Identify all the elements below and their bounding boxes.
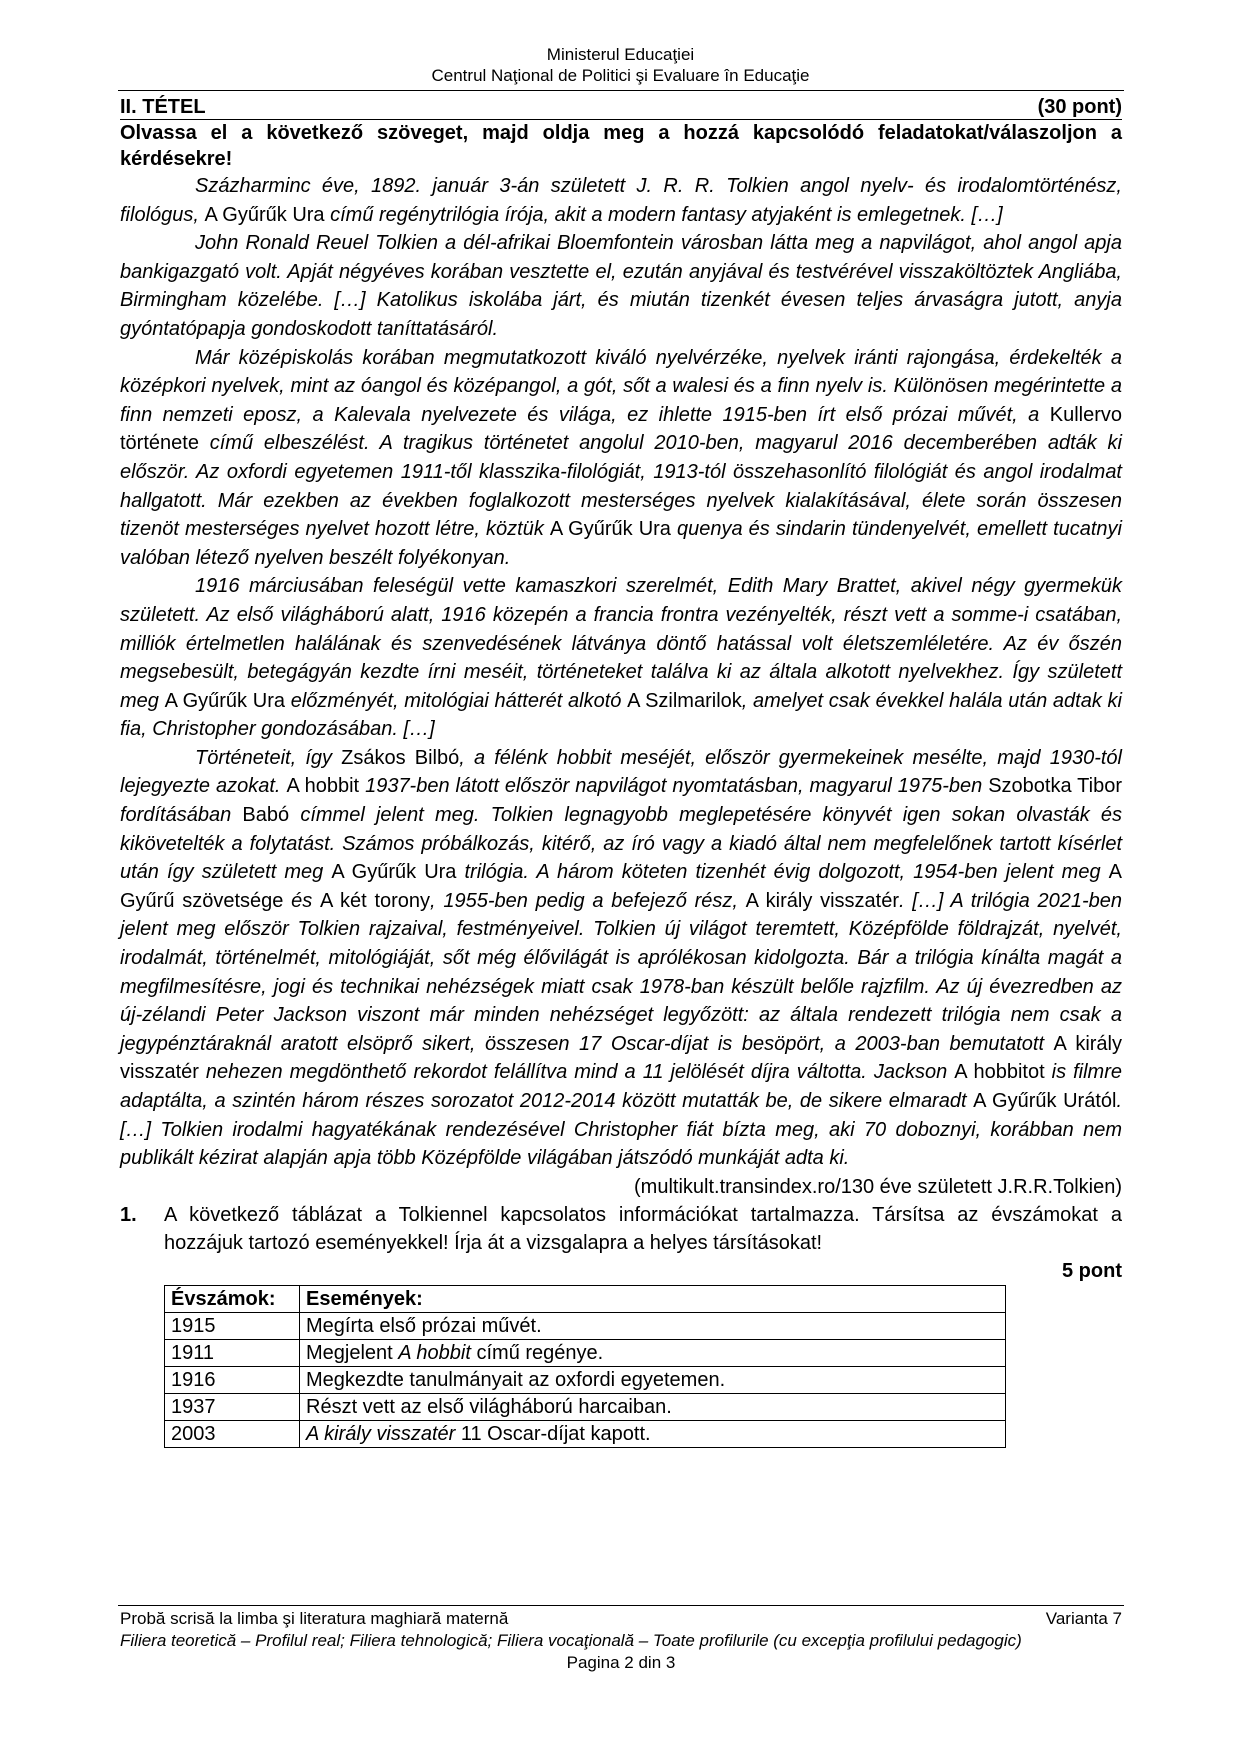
year-cell: 2003 xyxy=(165,1420,300,1447)
ministry-name: Ministerul Educaţiei xyxy=(546,45,695,64)
events-table xyxy=(164,1285,1006,1448)
text-paragraph-4: 1916 márciusában feleségül vette kamaszkori szerelmét, Edith Mary Brattet, akivel négy gyermekük született. Az első világháború alatt, 1916 közepén a francia frontra vezényelték, részt vett a somme-i csatában, milliók értelmetlen halálának és szenvedésének látványa döntő hatással volt életszemléletére. Az év őszén megsebesült, betegágyán kezdte írni meséit, történeteket találva ki az általa alkotott nyelvekhez. Így született meg A Gyűrűk Ura előzményét, mitológiai hátterét alkotó A Szilmarilok, amelyet csak évekkel halála után adtak ki fia, Christopher gondozásában. […] xyxy=(120,575,1122,741)
page-header xyxy=(0,44,1241,86)
section-points: (30 pont) xyxy=(1037,96,1122,118)
year-cell: 1915 xyxy=(165,1312,300,1339)
question-1 xyxy=(120,1201,1122,1257)
center-name: Centrul Naţional de Politici şi Evaluare în Educaţie xyxy=(431,66,810,85)
text-paragraph-3: Már középiskolás korában megmutatkozott kiváló nyelvérzéke, nyelvek iránti rajongása, érdekelték a középkori nyelvek, mint az óangol és középangol, a gót, sőt a walesi és a finn nyelv is. Különösen megérintette a finn nemzeti eposz, a Kalevala nyelvezete és világa, ez ihlette 1915-ben írt első prózai művét, a Kullervo története című elbeszélést. A tragikus történetet angolul 2010-ben, magyarul 2016 decemberében adták ki először. Az oxfordi egyetemen 1911-től klasszika-filológiát, 1913-tól összehasonlító filológiát és angol irodalmat hallgatott. Már ezekben az években foglalkozott mesterséges nyelvek kialakításával, élete során összesen tizenöt mesterséges nyelvet hozott létre, köztük A Gyűrűk Ura quenya és sindarin tündenyelvét, emellett tucatnyi valóban létező nyelven beszélt folyékonyan. xyxy=(120,346,1122,569)
text-paragraph-2: John Ronald Reuel Tolkien a dél-afrikai Bloemfontein városban látta meg a napvilágot, ahol angol apja bankigazgató volt. Apját négyéves korában vesztette el, ezután anyjával és testvérével visszaköltöztek Angliába, Birmingham közelébe. […] Katolikus iskolába járt, és miután tizenkét évesen teljes árvaságra jutott, anyja gyóntatópapja gondoskodott taníttatásáról. xyxy=(120,232,1122,340)
page-number: Pagina 2 din 3 xyxy=(566,1653,676,1672)
year-cell: 1911 xyxy=(165,1339,300,1366)
profile-line: Filiera teoretică – Profilul real; Filiera tehnologică; Filiera vocaţională – Toate profilurile (cu excepţia profilului pedagogic) xyxy=(120,1631,1022,1650)
header-divider xyxy=(118,90,1124,91)
variant-label: Varianta 7 xyxy=(1045,1609,1122,1628)
table-row xyxy=(165,1366,1006,1393)
event-cell: A király visszatér 11 Oscar-díjat kapott. xyxy=(300,1420,1006,1447)
table-row xyxy=(165,1393,1006,1420)
year-cell: 1916 xyxy=(165,1366,300,1393)
year-cell: 1937 xyxy=(165,1393,300,1420)
section-title-row xyxy=(120,95,1122,120)
event-cell: Megkezdte tanulmányait az oxfordi egyetemen. xyxy=(300,1366,1006,1393)
column-header-years: Évszámok: xyxy=(165,1285,300,1312)
text-paragraph-5: Történeteit, így Zsákos Bilbó, a félénk hobbit meséjét, először gyermekeinek mesélte, majd 1930-tól lejegyezte azokat. A hobbit 1937-ben látott először napvilágot nyomtatásban, magyarul 1975-ben Szobotka Tibor fordításában Babó címmel jelent meg. Tolkien legnagyobb meglepetésére könyvét igen sokan olvasták és kikövetelték a folytatást. Számos próbálkozás, kitérő, az író vagy a kiadó által nem megfelelőnek tartott kísérlet után így született meg A Gyűrűk Ura trilógia. A három köteten tizenhét évig dolgozott, 1954-ben jelent meg A Gyűrű szövetsége és A két torony, 1955-ben pedig a befejező rész, A király visszatér. […] A trilógia 2021-ben jelent meg először Tolkien rajzaival, festményeivel. Tolkien új világot teremtett, Középfölde földrajzát, nyelvét, irodalmát, történelmét, mitológiáját, sőt még élővilágát is aprólékosan kidolgozta. Bár a trilógia kínálta magát a megfilmesítésre, jogi és technikai nehézségek miatt csak 1978-ban készült belőle rajzfilm. Az új évezredben az új-zélandi Peter Jackson viszont már minden nehézséget legyőzött: az általa rendezett trilógia nem csak a jegypénztáraknál aratott elsöprő sikert, összesen 17 Oscar-díjat is besöpört, a 2003-ban bemutatott A király visszatér nehezen megdönthető rekordot felállítva mind a 11 jelölését díjra váltotta. Jackson A hobbitot is filmre adaptálta, a szintén három részes sorozatot 2012-2014 között mutatták be, de sikere elmaradt A Gyűrűk Urától. […] Tolkien irodalmi hagyatékának rendezésével Christopher fiát bízta meg, aki 70 doboznyi, korábban nem publikált kézirat alapján apja több Középfölde világában játszódó munkáját adta ki. xyxy=(120,746,1123,1170)
question-points: 5 pont xyxy=(1062,1259,1122,1282)
event-cell: Megjelent A hobbit című regénye. xyxy=(300,1339,1006,1366)
event-cell: Megírta első prózai művét. xyxy=(300,1312,1006,1339)
column-header-events: Események: xyxy=(300,1285,1006,1312)
page-footer xyxy=(120,1608,1122,1674)
question-text: A következő táblázat a Tolkiennel kapcsolatos információkat tartalmazza. Társítsa az évszámokat a hozzájuk tartozó eseményekkel! Írja át a vizsgalapra a helyes társításokat! xyxy=(164,1203,1122,1254)
section-instruction: Olvassa el a következő szöveget, majd oldja meg a hozzá kapcsolódó feladatokat/válaszoljon a kérdésekre! xyxy=(120,122,1122,170)
section-title: II. TÉTEL xyxy=(120,96,206,118)
exam-name: Probă scrisă la limba şi literatura maghiară maternă xyxy=(120,1609,509,1628)
table-row xyxy=(165,1339,1006,1366)
text-paragraph-1: Százharminc éve, 1892. január 3-án született J. R. R. Tolkien angol nyelv- és irodalomtörténész, filológus, A Gyűrűk Ura című regénytrilógia írója, akit a modern fantasy atyjaként is emlegetnek. […] xyxy=(120,175,1122,226)
question-number: 1. xyxy=(120,1203,137,1226)
event-cell: Részt vett az első világháború harcaiban. xyxy=(300,1393,1006,1420)
table-row xyxy=(165,1312,1006,1339)
table-row xyxy=(165,1420,1006,1447)
table-header-row xyxy=(165,1285,1006,1312)
main-content xyxy=(120,95,1122,1448)
text-source: (multikult.transindex.ro/130 éve született J.R.R.Tolkien) xyxy=(634,1175,1122,1198)
footer-divider xyxy=(118,1605,1124,1606)
